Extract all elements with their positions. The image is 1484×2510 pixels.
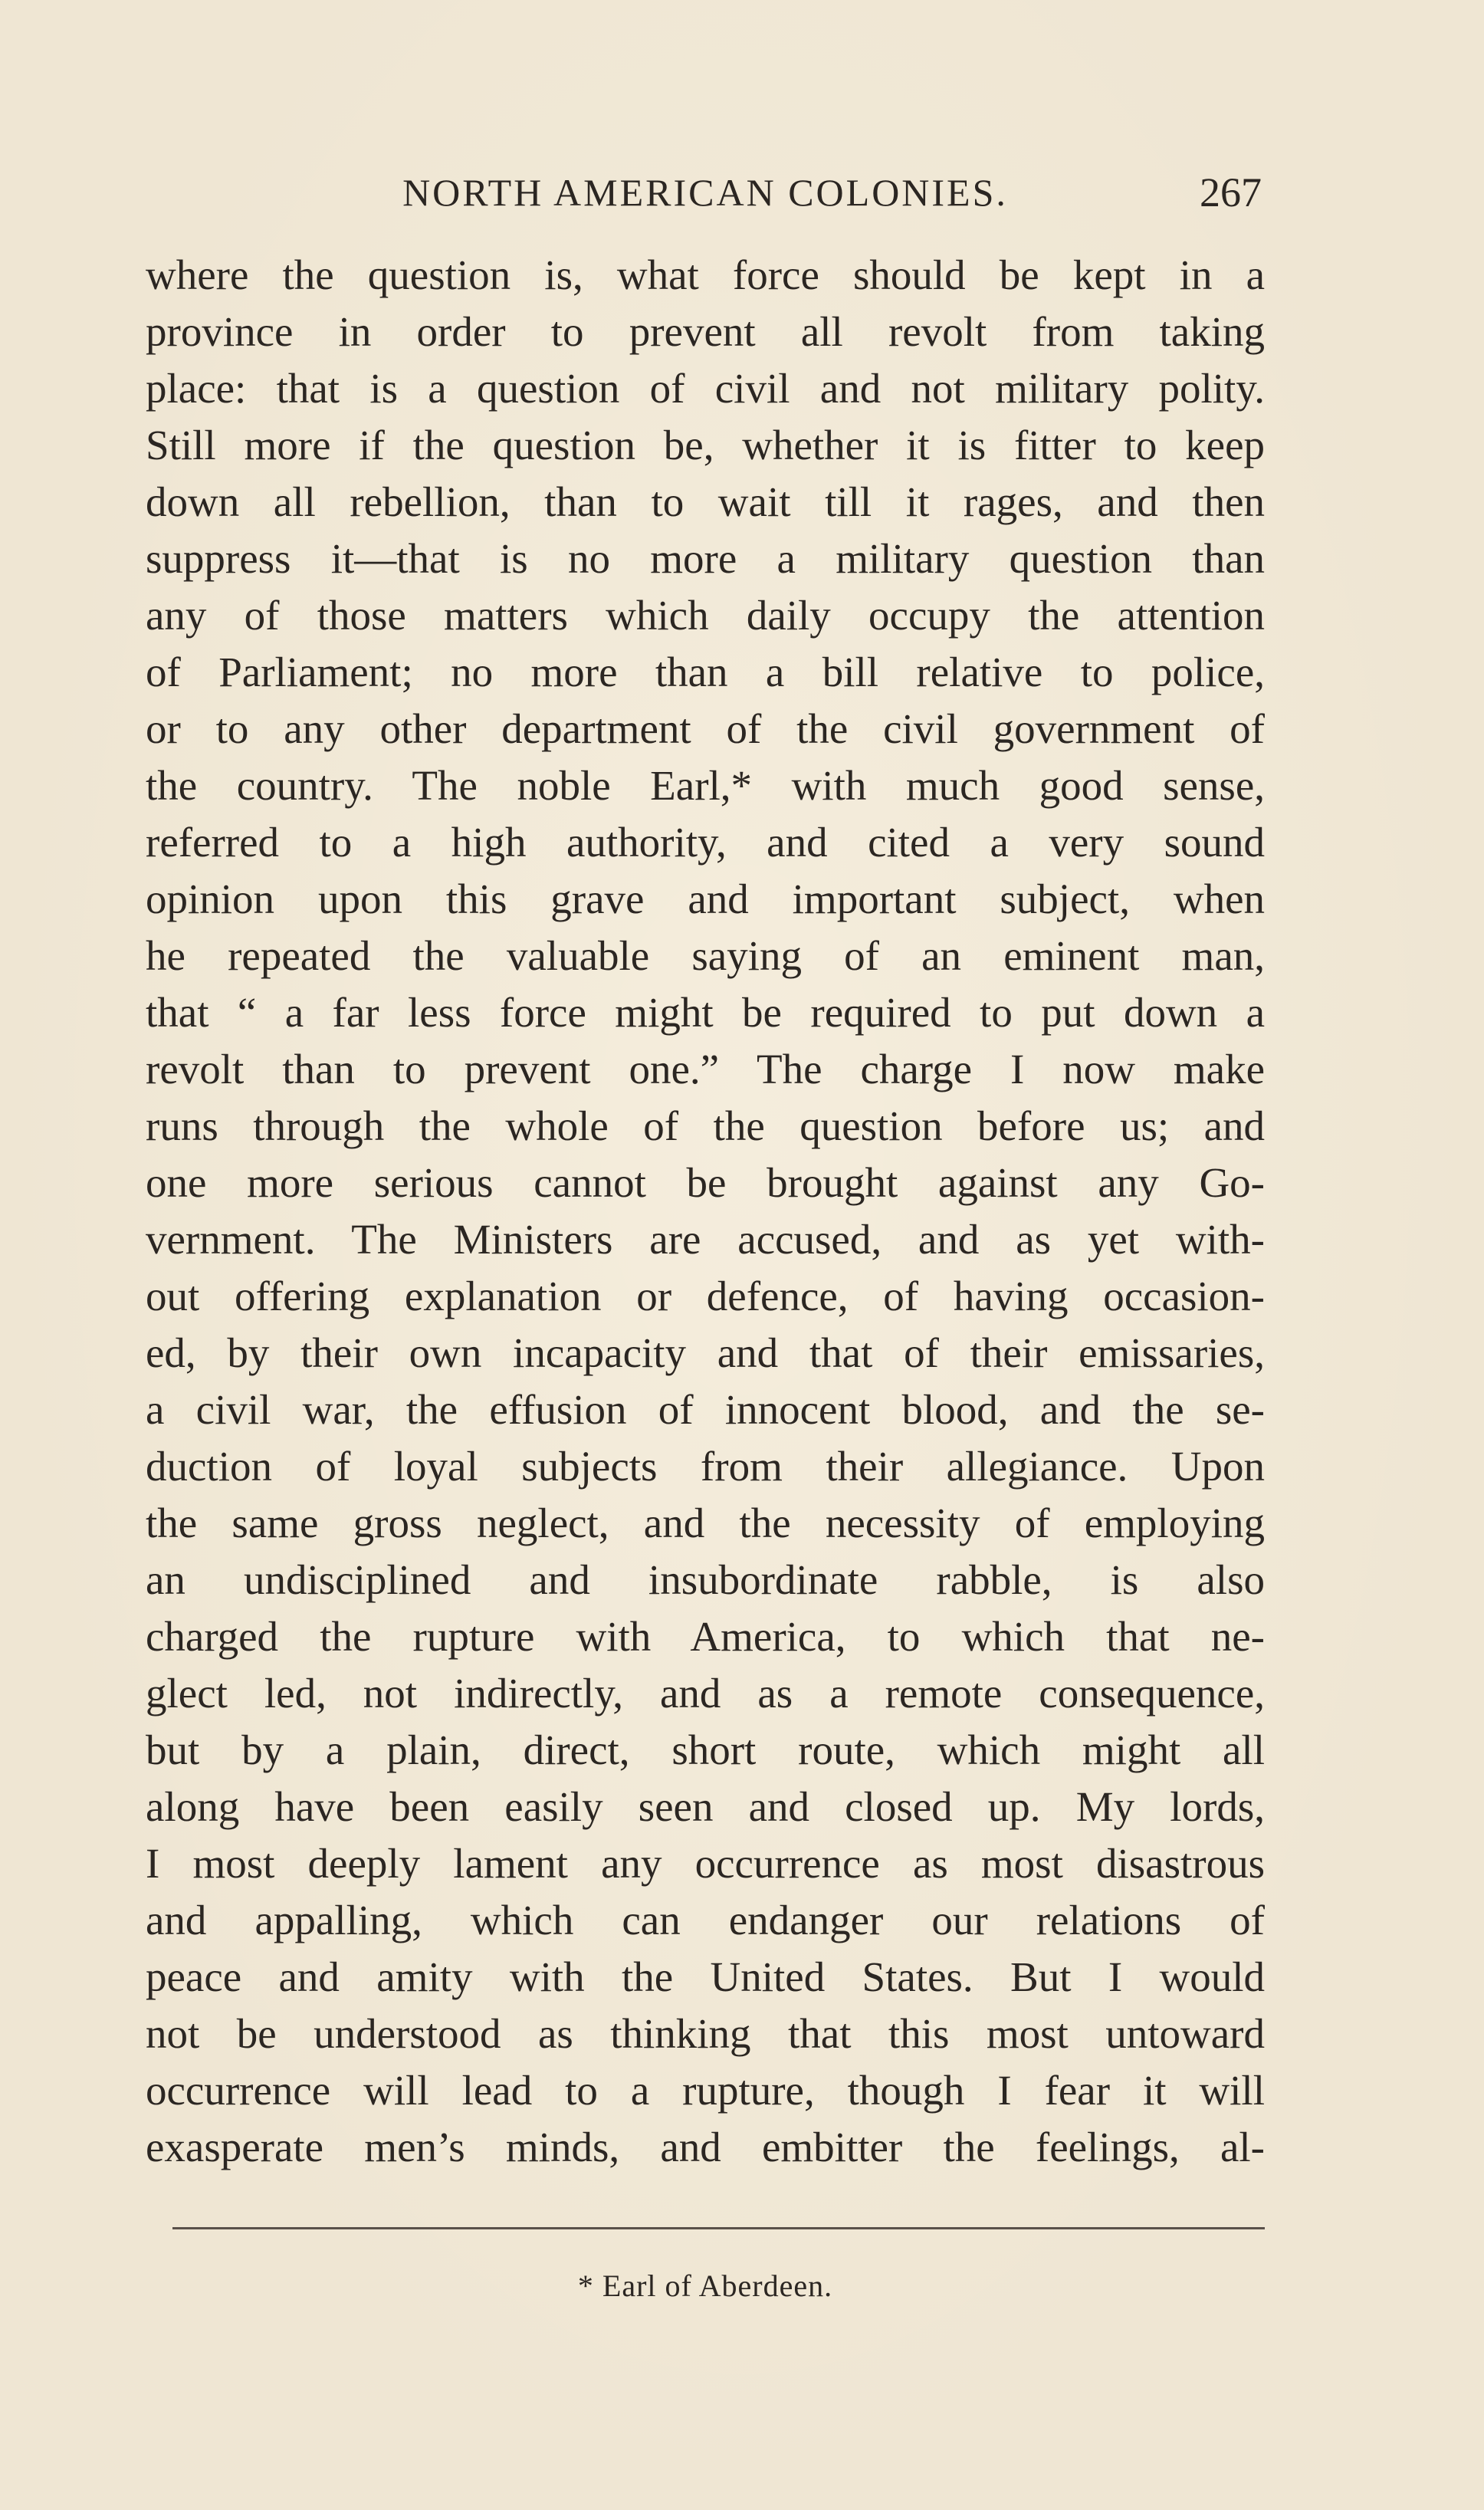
text-line: down all rebellion, than to wait till it rages, and then: [146, 478, 1265, 525]
footnote: * Earl of Aberdeen.: [577, 2269, 833, 2303]
text-line: the country. The noble Earl,* with much good sense,: [146, 762, 1265, 809]
text-line: opinion upon this grave and important subject, when: [146, 876, 1265, 922]
text-line: Still more if the question be, whether it is fitter to keep: [146, 422, 1265, 468]
running-head: [146, 170, 1265, 224]
text-line: any of those matters which daily occupy the attention: [146, 592, 1265, 639]
text-line: not be understood as thinking that this most untoward: [146, 2010, 1265, 2057]
text-line: ed, by their own incapacity and that of their emissaries,: [146, 1329, 1265, 1376]
body-text: [146, 247, 1265, 2176]
text-line: the same gross neglect, and the necessity of employing: [146, 1500, 1265, 1546]
text-line: peace and amity with the United States. But I would: [146, 1953, 1265, 2000]
text-line: occurrence will lead to a rupture, though I fear it will: [146, 2067, 1265, 2114]
text-line: he repeated the valuable saying of an eminent man,: [146, 932, 1265, 979]
text-line: where the question is, what force should be kept in a: [146, 251, 1265, 298]
text-line: referred to a high authority, and cited a very sound: [146, 819, 1265, 866]
text-line: and appalling, which can endanger our relations of: [146, 1897, 1265, 1943]
text-line: of Parliament; no more than a bill relative to police,: [146, 649, 1265, 695]
text-line: province in order to prevent all revolt from taking: [146, 308, 1265, 355]
text-line: place: that is a question of civil and not military polity.: [146, 365, 1265, 412]
text-line: one more serious cannot be brought against any Go-: [146, 1159, 1265, 1206]
text-line: vernment. The Ministers are accused, and as yet with-: [146, 1216, 1265, 1263]
text-line: suppress it—that is no more a military question than: [146, 535, 1265, 582]
text-line: an undisciplined and insubordinate rabble, is also: [146, 1556, 1265, 1603]
text-line: or to any other department of the civil government of: [146, 705, 1265, 752]
text-line: charged the rupture with America, to which that ne-: [146, 1613, 1265, 1660]
text-line: out offering explanation or defence, of having occasion-: [146, 1273, 1265, 1319]
text-line: duction of loyal subjects from their allegiance. Upon: [146, 1443, 1265, 1490]
text-line: revolt than to prevent one.” The charge I now make: [146, 1046, 1265, 1092]
text-line: runs through the whole of the question before us; and: [146, 1102, 1265, 1149]
text-line: that “ a far less force might be required to put down a: [146, 989, 1265, 1036]
text-line: I most deeply lament any occurrence as most disastrous: [146, 1840, 1265, 1887]
text-line: glect led, not indirectly, and as a remote consequence,: [146, 1670, 1265, 1717]
text-line: but by a plain, direct, short route, which might all: [146, 1726, 1265, 1773]
text-line: exasperate men’s minds, and embitter the feelings, al-: [146, 2124, 1265, 2170]
text-line: along have been easily seen and closed up. My lords,: [146, 1783, 1265, 1830]
footnote-divider: [172, 2227, 1265, 2229]
page-number: 267: [1200, 169, 1262, 215]
running-title: NORTH AMERICAN COLONIES.: [402, 171, 1008, 214]
text-line: a civil war, the effusion of innocent blood, and the se-: [146, 1386, 1265, 1433]
